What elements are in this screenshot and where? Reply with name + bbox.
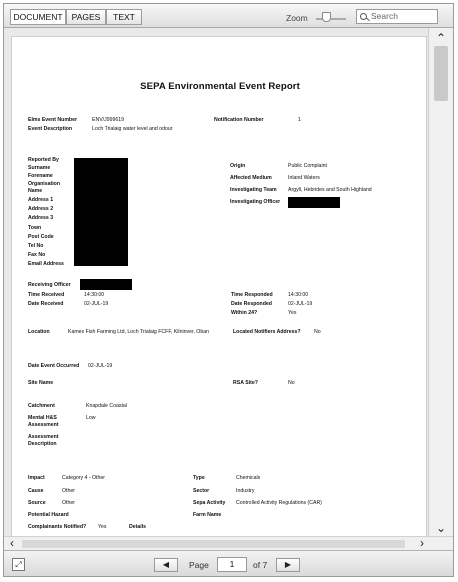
mental-hs-label-line1: Mental H&S (28, 415, 57, 421)
page-number-input[interactable]: 1 (217, 557, 247, 572)
horizontal-scroll-thumb[interactable] (22, 540, 405, 548)
sector-value: Industry (236, 488, 255, 494)
date-event-occurred-label: Date Event Occurred (28, 363, 80, 369)
surname-label: Surname (28, 165, 51, 171)
notification-number-value: 1 (298, 117, 301, 123)
fullscreen-icon[interactable]: ⤢ (12, 558, 25, 571)
next-page-button[interactable]: ▶ (276, 558, 300, 572)
sepa-activity-value: Controlled Activity Regulations (CAR) (236, 500, 322, 506)
organisation-label: Organisation (28, 181, 60, 187)
document-viewer (3, 3, 454, 577)
origin-value: Public Complaint (288, 163, 327, 169)
source-label: Source (28, 500, 46, 506)
event-description-value: Loch Trialaig water level and odour (92, 126, 173, 132)
zoom-label: Zoom (286, 13, 308, 23)
viewer-toolbar (4, 4, 453, 28)
assessment-description-label-line1: Assessment (28, 434, 59, 440)
time-responded-label: Time Responded (231, 292, 273, 298)
affected-medium-label: Affected Medium (230, 175, 272, 181)
affected-medium-value: Inland Waters (288, 175, 320, 181)
source-value: Other (62, 500, 75, 506)
catchment-label: Catchment (28, 403, 55, 409)
type-value: Chemicals (236, 475, 261, 481)
address3-label: Address 3 (28, 215, 54, 221)
report-page (11, 36, 427, 536)
date-received-value: 02-JUL-19 (84, 301, 109, 307)
fax-no-label: Fax No (28, 252, 46, 258)
elms-event-number-value: ENV/J999619 (92, 117, 125, 123)
assessment-description-label-line2: Description (28, 441, 57, 447)
scroll-left-icon[interactable]: ‹ (10, 536, 14, 550)
investigating-officer-label: Investigating Officer (230, 199, 281, 205)
search-placeholder: Search (371, 11, 398, 21)
vertical-scroll-thumb[interactable] (434, 46, 448, 101)
report-title: SEPA Environmental Event Report (140, 81, 300, 92)
town-label: Town (28, 225, 42, 231)
impact-value: Category 4 - Other (62, 475, 105, 481)
redaction-reporter-details (74, 158, 128, 266)
time-responded-value: 14:30:00 (288, 292, 309, 298)
post-code-label: Post Code (28, 234, 54, 240)
address1-label: Address 1 (28, 197, 54, 203)
previous-page-button[interactable]: ◀ (154, 558, 178, 572)
site-name-label: Site Name (28, 380, 54, 386)
elms-event-number-label: Elms Event Number (28, 117, 78, 123)
origin-label: Origin (230, 163, 246, 169)
location-value: Kames Fish Farming Ltd, Loch Trialaig FCFF, Kilninver, Oban (68, 329, 209, 335)
investigating-team-value: Argyll, Hebrides and South Highland (288, 187, 372, 193)
catchment-value: Knapdale Coastal (86, 403, 127, 409)
address2-label: Address 2 (28, 206, 54, 212)
vertical-scrollbar[interactable] (428, 28, 453, 536)
email-address-label: Email Address (28, 261, 64, 267)
type-label: Type (193, 475, 205, 481)
zoom-slider-track[interactable] (316, 18, 346, 20)
mental-hs-value: Low (86, 415, 96, 421)
horizontal-scrollbar[interactable] (4, 536, 453, 550)
notification-number-label: Notification Number (214, 117, 264, 123)
tab-document[interactable]: DOCUMENT (10, 9, 66, 25)
pager-bar (4, 550, 453, 576)
time-received-label: Time Received (28, 292, 65, 298)
time-received-value: 14:30:00 (84, 292, 105, 298)
potential-hazard-label: Potential Hazard (28, 512, 69, 518)
zoom-slider-handle[interactable] (322, 12, 331, 22)
date-event-occurred-value: 02-JUL-19 (88, 363, 113, 369)
date-responded-label: Date Responded (231, 301, 272, 307)
located-notifiers-address-label: Located Notifiers Address? (233, 329, 301, 335)
located-notifiers-address-value: No (314, 329, 321, 335)
farm-name-label: Farm Name (193, 512, 222, 518)
event-description-label: Event Description (28, 126, 73, 132)
rsa-site-value: No (288, 380, 295, 386)
tel-no-label: Tel No (28, 243, 44, 249)
impact-label: Impact (28, 475, 45, 481)
date-received-label: Date Received (28, 301, 64, 307)
complainants-notified-value: Yes (98, 524, 107, 530)
sepa-activity-label: Sepa Activity (193, 500, 226, 506)
cause-label: Cause (28, 488, 44, 494)
search-input[interactable] (356, 9, 438, 24)
page-count-label: of 7 (253, 560, 268, 570)
scroll-right-icon[interactable]: › (420, 536, 424, 550)
tab-pages[interactable]: PAGES (66, 9, 106, 25)
forename-label: Forename (28, 173, 53, 179)
page-label: Page (189, 560, 209, 570)
scroll-up-icon[interactable]: ⌃ (436, 31, 447, 45)
document-area[interactable] (4, 28, 428, 536)
receiving-officer-label: Receiving Officer (28, 282, 71, 288)
within-24-value: Yes (288, 310, 297, 316)
mental-hs-label-line2: Assessment (28, 422, 59, 428)
organisation-name-label: Name (28, 188, 43, 194)
investigating-team-label: Investigating Team (230, 187, 277, 193)
search-icon (360, 13, 367, 20)
cause-value: Other (62, 488, 75, 494)
location-label: Location (28, 329, 50, 335)
sector-label: Sector (193, 488, 210, 494)
date-responded-value: 02-JUL-19 (288, 301, 313, 307)
tab-text[interactable]: TEXT (106, 9, 142, 25)
details-label: Details (129, 524, 147, 530)
redaction-receiving-officer (80, 279, 132, 290)
redaction-investigating-officer (288, 197, 340, 208)
rsa-site-label: RSA Site? (233, 380, 258, 386)
reported-by-heading: Reported By (28, 157, 59, 163)
within-24-label: Within 24? (231, 310, 258, 316)
scroll-down-icon[interactable]: ⌄ (436, 521, 447, 535)
complainants-notified-label: Complainants Notified? (28, 524, 87, 530)
